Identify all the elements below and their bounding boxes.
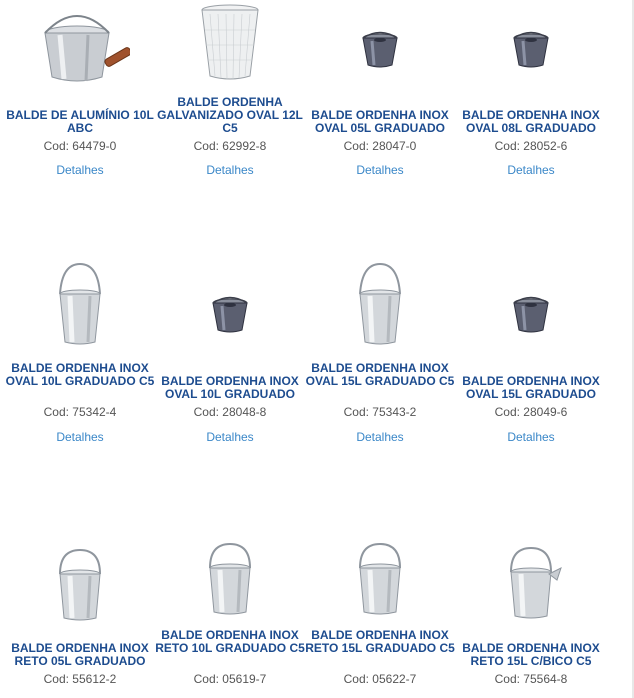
bucket-icon	[330, 5, 430, 95]
details-link[interactable]: Detalhes	[206, 430, 254, 444]
product-name-link[interactable]: BALDE ORDENHA INOX OVAL 15L GRADUADO	[462, 374, 600, 401]
product-name-link[interactable]: BALDE ORDENHA INOX OVAL 10L GRADUADO	[161, 374, 299, 401]
bucket-icon	[180, 532, 280, 622]
product-name-link[interactable]: BALDE ORDENHA INOX RETO 05L GRADUADO	[11, 641, 149, 668]
product-name-link[interactable]: BALDE ORDENHA INOX RETO 15L GRADUADO C5	[305, 628, 455, 655]
product-image[interactable]	[305, 532, 455, 622]
details-link[interactable]: Detalhes	[56, 163, 104, 177]
bucket-icon	[30, 262, 130, 352]
product-code: Cod: 75564-8	[494, 672, 568, 686]
bucket-icon	[30, 538, 130, 628]
product-code: Cod: 05619-7	[193, 672, 267, 686]
product-image[interactable]	[5, 262, 155, 352]
product-code: Cod: 28049-6	[494, 405, 568, 419]
product-code: Cod: 62992-8	[193, 139, 267, 153]
details-link[interactable]: Detalhes	[507, 163, 555, 177]
bucket-icon	[481, 5, 581, 95]
product-name-link[interactable]: BALDE ORDENHA INOX OVAL 15L GRADUADO C5	[305, 361, 455, 388]
product-code: Cod: 55612-2	[43, 672, 117, 686]
product-image[interactable]	[456, 270, 606, 360]
product-name-link[interactable]: BALDE ORDENHA INOX OVAL 10L GRADUADO C5	[5, 361, 155, 388]
product-image[interactable]	[305, 5, 455, 95]
product-name-link[interactable]: BALDE ORDENHA GALVANIZADO OVAL 12L C5	[157, 95, 303, 135]
product-image[interactable]	[456, 5, 606, 95]
product-code: Cod: 64479-0	[43, 139, 117, 153]
product-code: Cod: 28048-8	[193, 405, 267, 419]
product-name-link[interactable]: BALDE ORDENHA INOX OVAL 05L GRADUADO	[311, 108, 449, 135]
product-code: Cod: 05622-7	[343, 672, 417, 686]
product-image[interactable]	[5, 5, 155, 95]
bucket-icon	[30, 5, 130, 95]
bucket-icon	[330, 262, 430, 352]
bucket-icon	[330, 532, 430, 622]
product-image[interactable]	[305, 262, 455, 352]
product-code: Cod: 75343-2	[343, 405, 417, 419]
details-link[interactable]: Detalhes	[507, 430, 555, 444]
product-image[interactable]	[5, 538, 155, 628]
bucket-icon	[180, 270, 280, 360]
product-name-link[interactable]: BALDE DE ALUMÍNIO 10L ABC	[6, 108, 154, 135]
product-code: Cod: 75342-4	[43, 405, 117, 419]
details-link[interactable]: Detalhes	[356, 163, 404, 177]
details-link[interactable]: Detalhes	[206, 163, 254, 177]
details-link[interactable]: Detalhes	[356, 430, 404, 444]
product-code: Cod: 28047-0	[343, 139, 417, 153]
bucket-icon	[481, 270, 581, 360]
product-code: Cod: 28052-6	[494, 139, 568, 153]
product-image[interactable]	[155, 0, 305, 90]
product-name-link[interactable]: BALDE ORDENHA INOX OVAL 08L GRADUADO	[462, 108, 600, 135]
product-image[interactable]	[456, 538, 606, 628]
product-image[interactable]	[155, 532, 305, 622]
product-name-link[interactable]: BALDE ORDENHA INOX RETO 10L GRADUADO C5	[155, 628, 305, 655]
bucket-icon	[481, 538, 581, 628]
product-image[interactable]	[155, 270, 305, 360]
product-name-link[interactable]: BALDE ORDENHA INOX RETO 15L C/BICO C5	[462, 641, 600, 668]
bucket-icon	[180, 0, 280, 90]
details-link[interactable]: Detalhes	[56, 430, 104, 444]
